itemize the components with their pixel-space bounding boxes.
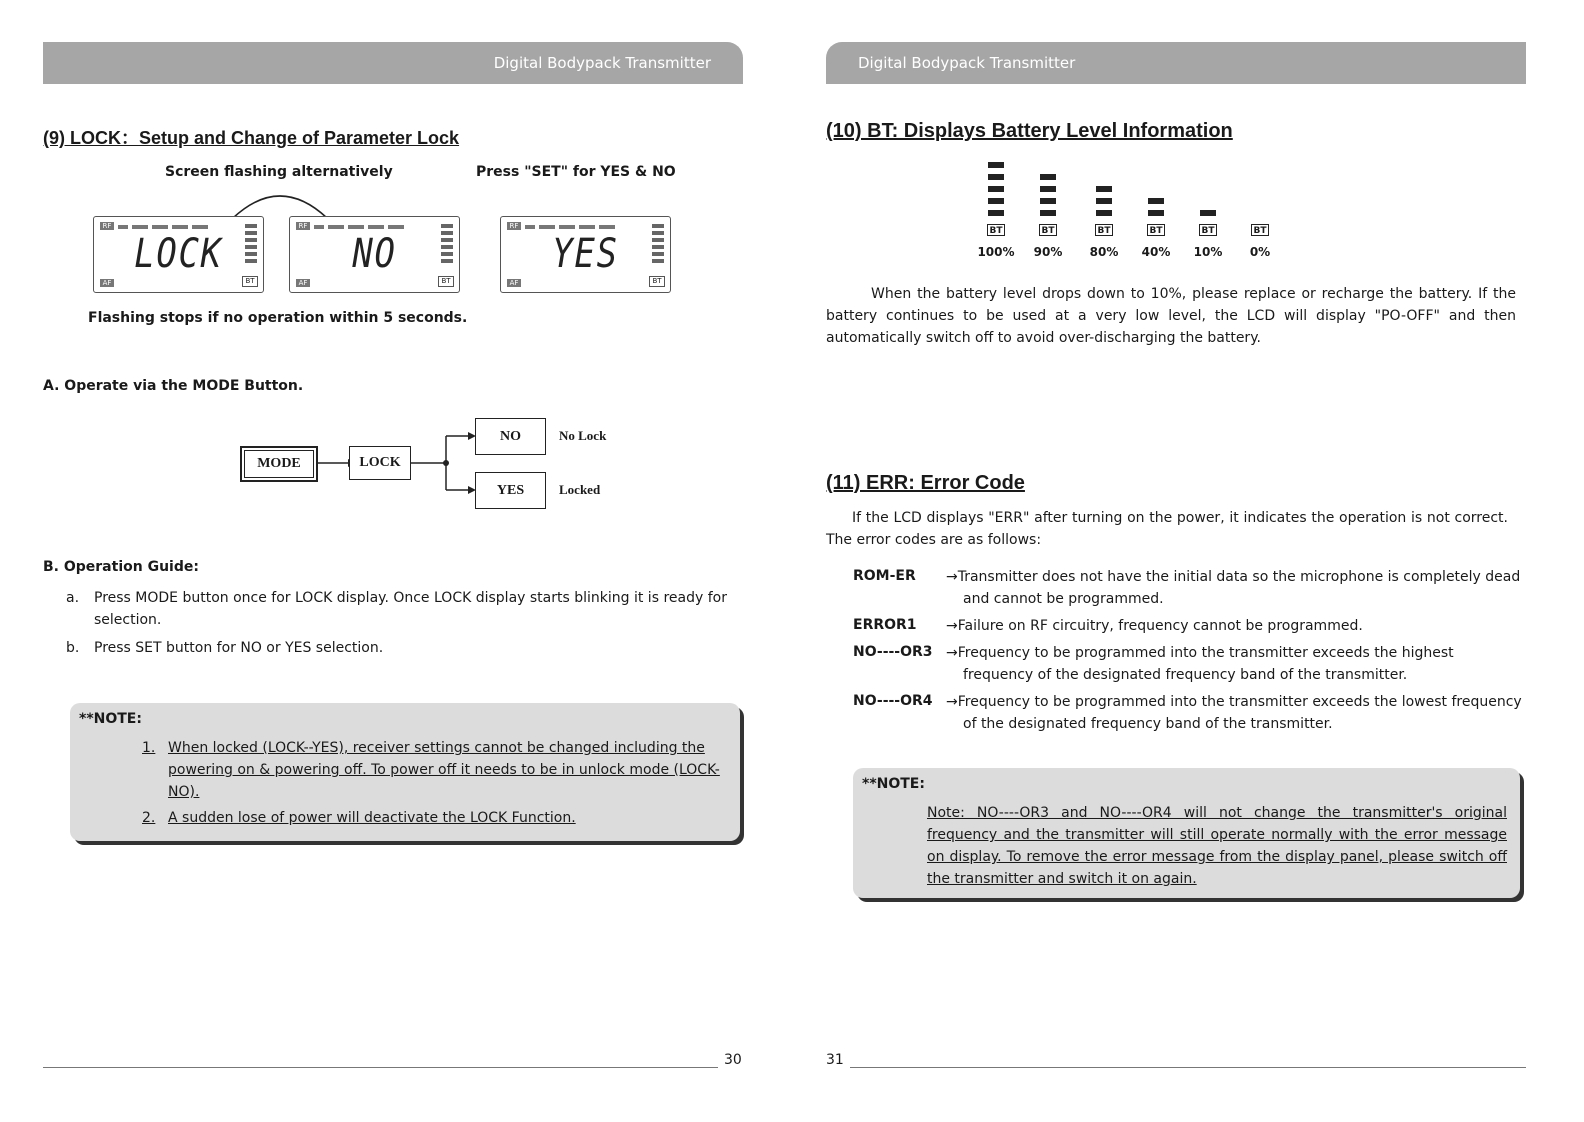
rf-indicator: RF (507, 222, 521, 230)
battery-bt-icon: BT (1147, 224, 1165, 236)
battery-bar-segment (1040, 210, 1056, 216)
guide-item (66, 637, 736, 659)
lock-box (349, 446, 411, 480)
mode-button[interactable] (240, 446, 318, 482)
no-box (475, 418, 546, 455)
footer-rule-right (850, 1067, 1526, 1068)
error-code: ROM-ER (853, 568, 916, 584)
error-description: →Transmitter does not have the initial data so the microphone is completely dead and cannot be programmed. (946, 569, 1521, 607)
note-text: When locked (LOCK--YES), receiver settings cannot be changed including the powering on & powering off. To power off it needs to be in unlock mode (LOCK-NO). (168, 740, 720, 800)
error-description: →Frequency to be programmed into the transmitter exceeds the highest frequency of the designated frequency band of the transmitter. (946, 645, 1454, 683)
error-code: NO----OR4 (853, 693, 933, 709)
guide-list (66, 587, 736, 659)
battery-bar-segment (988, 174, 1004, 180)
note-item (142, 737, 730, 803)
note-text: A sudden lose of power will deactivate the LOCK Function. (168, 810, 576, 826)
note-marker: 2. (142, 810, 156, 826)
battery-bt-icon: BT (1199, 224, 1217, 236)
battery-level-indicator (986, 150, 1006, 260)
battery-level-indicator (1198, 150, 1218, 260)
battery-section-title: (10) BT: Displays Battery Level Information (826, 120, 1233, 142)
footer-rule-left (43, 1067, 718, 1068)
battery-percent-label: 40% (1141, 245, 1171, 259)
battery-bar-segment (988, 162, 1004, 168)
lock-note-box (70, 703, 740, 841)
error-note-box (853, 768, 1520, 898)
lcd-word-no: NO (352, 231, 397, 277)
battery-percent-label: 0% (1249, 245, 1271, 259)
lcd-word-yes: YES (552, 231, 619, 277)
note-item (142, 807, 730, 829)
yes-box (475, 472, 546, 509)
bt-indicator: BT (242, 276, 258, 287)
af-indicator: AF (296, 279, 310, 287)
battery-bar-segment (1200, 210, 1216, 216)
guide-marker: a. (66, 590, 80, 606)
battery-bt-icon: BT (987, 224, 1005, 236)
af-indicator: AF (100, 279, 114, 287)
error-description: →Frequency to be programmed into the transmitter exceeds the lowest frequency of the designated frequency band of the transmitter. (946, 694, 1522, 732)
battery-percent-label: 90% (1033, 245, 1063, 259)
battery-level-indicator (1250, 150, 1270, 260)
note-list (142, 737, 730, 829)
error-note-text: Note: NO----OR3 and NO----OR4 will not change the transmitter's original frequency and the transmitter will still operate normally with the error message on display. To remove the error message from the display panel, please switch off the transmitter and switch it on again. (927, 805, 1507, 887)
no-lock-label: No Lock (559, 428, 607, 443)
battery-bar-segment (1040, 174, 1056, 180)
error-description: →Failure on RF circuitry, frequency cannot be programmed. (946, 618, 1363, 634)
bt-indicator: BT (649, 276, 665, 287)
battery-paragraph: When the battery level drops down to 10%, please replace or recharge the battery. If the battery continues to be used at a very low level, the LCD will display "PO-OFF" and then automatically switch off to avoid over-discharging the battery. (826, 286, 1516, 346)
header-bar-left (43, 42, 743, 84)
header-bar-right (826, 42, 1526, 84)
yes-box-label: YES (496, 483, 525, 498)
no-box-label: NO (500, 429, 521, 444)
battery-level-indicator (1094, 150, 1114, 260)
note-title: **NOTE: (862, 776, 925, 792)
af-indicator: AF (507, 279, 521, 287)
battery-percent-label: 80% (1089, 245, 1119, 259)
battery-bar-segment (988, 210, 1004, 216)
battery-bar-segment (1040, 198, 1056, 204)
battery-bt-icon: BT (1039, 224, 1057, 236)
battery-level-indicator (1146, 150, 1166, 260)
battery-bt-icon: BT (1095, 224, 1113, 236)
rf-indicator: RF (100, 222, 114, 230)
heading-operation-guide: B. Operation Guide: (43, 559, 199, 575)
flash-stop-note: Flashing stops if no operation within 5 seconds. (88, 310, 468, 326)
error-code: ERROR1 (853, 617, 917, 633)
header-title-left: Digital Bodypack Transmitter (493, 54, 711, 72)
heading-operate-mode: A. Operate via the MODE Button. (43, 378, 304, 394)
battery-bar-segment (1096, 198, 1112, 204)
guide-marker: b. (66, 640, 80, 656)
lcd-display-yes (500, 216, 671, 293)
bt-indicator: BT (438, 276, 454, 287)
lcd-display-no (289, 216, 460, 293)
battery-bar-segment (1096, 210, 1112, 216)
lcd-display-lock (93, 216, 264, 293)
battery-level-indicator (1038, 150, 1058, 260)
locked-label: Locked (559, 482, 601, 497)
lock-box-label: LOCK (359, 455, 401, 470)
battery-bar-segment (988, 198, 1004, 204)
guide-item (66, 587, 736, 631)
battery-bar-segment (1148, 210, 1164, 216)
mode-button-label: MODE (257, 456, 301, 471)
rf-indicator: RF (296, 222, 310, 230)
page-number-left: 30 (724, 1052, 742, 1068)
battery-bar-segment (1148, 198, 1164, 204)
battery-bar-segment (1096, 186, 1112, 192)
battery-bar-segment (1040, 186, 1056, 192)
note-marker: 1. (142, 740, 156, 756)
lock-section-title: (9) LOCK：Setup and Change of Parameter Lock (43, 128, 460, 148)
battery-percent-label: 100% (977, 245, 1015, 259)
guide-text: Press MODE button once for LOCK display. Once LOCK display starts blinking it is ready for selection. (94, 590, 727, 628)
error-paragraph: If the LCD displays "ERR" after turning on the power, it indicates the operation is not correct. The error codes are as follows: (826, 510, 1508, 548)
guide-text: Press SET button for NO or YES selection. (94, 640, 384, 656)
flashing-caption: Screen flashing alternatively (165, 164, 393, 180)
header-title-right: Digital Bodypack Transmitter (858, 54, 1076, 72)
error-section-title: (11) ERR: Error Code (826, 472, 1025, 494)
lcd-word-lock: LOCK (134, 231, 223, 277)
error-code: NO----OR3 (853, 644, 933, 660)
battery-bt-icon: BT (1251, 224, 1269, 236)
note-title: **NOTE: (79, 711, 142, 727)
page-number-right: 31 (826, 1052, 844, 1068)
battery-percent-label: 10% (1193, 245, 1223, 259)
press-set-caption: Press "SET" for YES & NO (476, 164, 676, 180)
battery-levels (970, 150, 1290, 270)
battery-bar-segment (988, 186, 1004, 192)
